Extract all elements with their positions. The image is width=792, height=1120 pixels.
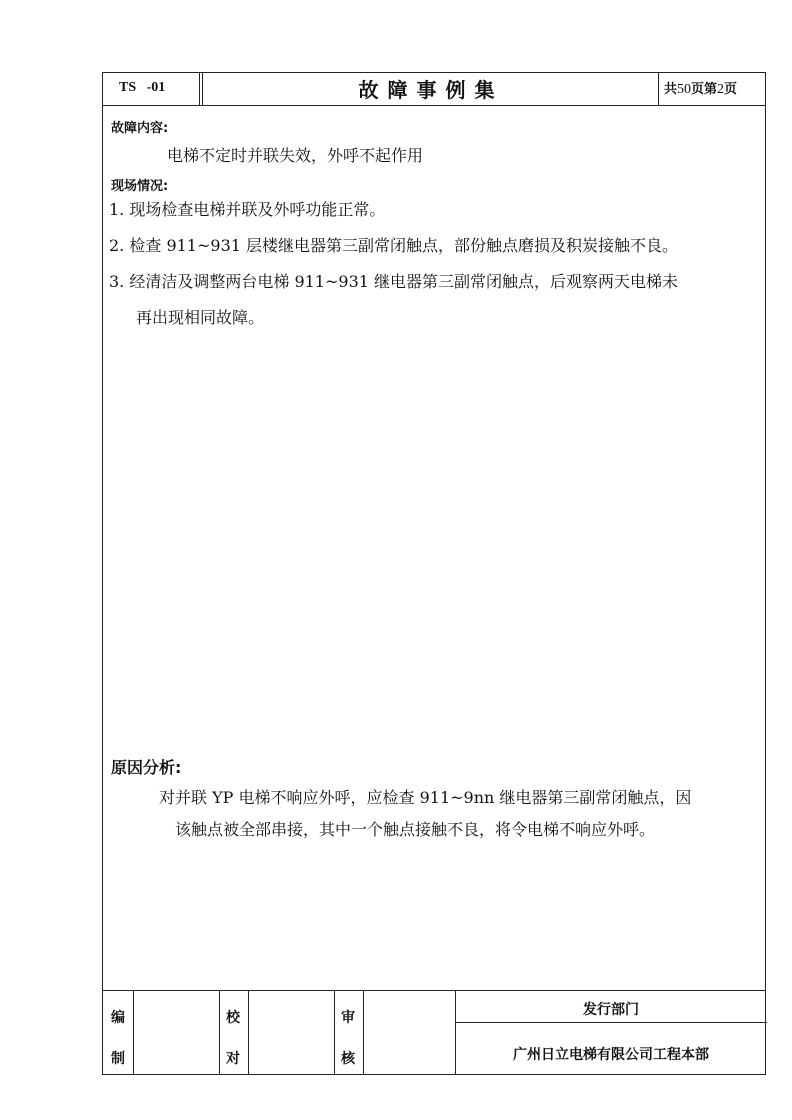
header-divider bbox=[200, 73, 203, 105]
pages-total: 50 bbox=[677, 82, 692, 97]
scene-item-1: 1. 现场检查电梯并联及外呼功能正常。 bbox=[109, 200, 386, 219]
reviewer-label-top: 审 bbox=[341, 1010, 355, 1026]
fault-case-sheet bbox=[102, 72, 766, 1075]
scene-item-2: 2. 检查 911~931 层楼继电器第三副常闭触点，部份触点磨损及积炭接触不良。 bbox=[109, 236, 679, 255]
checker-label-bottom: 对 bbox=[226, 1051, 240, 1067]
footer-row-divider bbox=[455, 1022, 767, 1023]
footer-divider bbox=[219, 991, 220, 1074]
fault-label: 故障内容: bbox=[111, 121, 169, 136]
footer-divider bbox=[334, 991, 335, 1074]
footer-divider bbox=[248, 991, 249, 1074]
footer-divider bbox=[363, 991, 364, 1074]
cause-label: 原因分析: bbox=[111, 758, 182, 777]
reviewer-label-bottom: 核 bbox=[341, 1051, 355, 1067]
pages-current: 2 bbox=[717, 82, 725, 97]
compiler-label-top: 编 bbox=[111, 1010, 125, 1026]
issuing-department-label: 发行部门 bbox=[583, 1002, 639, 1018]
pages-mid: 页第 bbox=[691, 82, 718, 97]
header-row bbox=[103, 73, 765, 106]
issuing-department-name: 广州日立电梯有限公司工程本部 bbox=[513, 1047, 709, 1063]
document-title: 故障事例集 bbox=[204, 73, 659, 105]
pages-prefix: 共 bbox=[664, 82, 678, 97]
page-indicator bbox=[659, 73, 767, 105]
footer-divider bbox=[133, 991, 134, 1074]
scene-label: 现场情况: bbox=[111, 179, 169, 194]
pages-suffix: 页 bbox=[724, 82, 738, 97]
compiler-label-bottom: 制 bbox=[111, 1051, 125, 1067]
approval-footer bbox=[103, 990, 765, 1074]
cause-line-2: 该触点被全部串接，其中一个触点接触不良，将令电梯不响应外呼。 bbox=[175, 820, 656, 839]
scene-item-3-continued: 再出现相同故障。 bbox=[136, 308, 265, 327]
fault-text: 电梯不定时并联失效，外呼不起作用 bbox=[167, 146, 424, 165]
document-code: TS -01 bbox=[103, 73, 200, 105]
checker-label-top: 校 bbox=[226, 1010, 240, 1026]
cause-line-1: 对并联 YP 电梯不响应外呼，应检查 911~9nn 继电器第三副常闭触点，因 bbox=[159, 788, 692, 807]
scene-item-3: 3. 经清洁及调整两台电梯 911~931 继电器第三副常闭触点，后观察两天电梯未 bbox=[109, 272, 679, 291]
